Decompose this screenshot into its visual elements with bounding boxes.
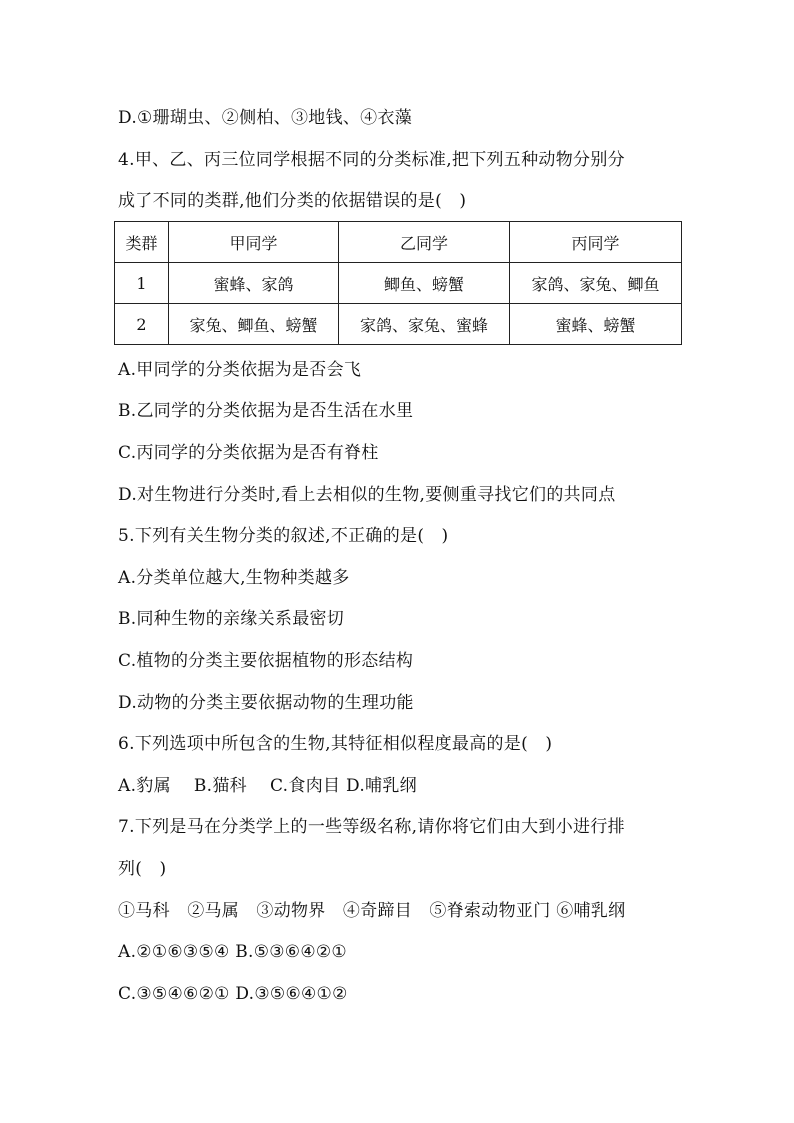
table-header-cell: 类群 — [115, 222, 169, 263]
table-cell: 2 — [115, 304, 169, 345]
question-4-option-d: D.对生物进行分类时,看上去相似的生物,要侧重寻找它们的共同点 — [118, 485, 616, 505]
question-5-stem: 5.下列有关生物分类的叙述,不正确的是( ) — [118, 526, 449, 546]
question-4-option-c: C.丙同学的分类依据为是否有脊柱 — [118, 443, 379, 463]
table-row — [115, 304, 682, 345]
question-7-stem-line-2: 列( ) — [118, 859, 167, 879]
question-7-stem-line-1: 7.下列是马在分类学上的一些等级名称,请你将它们由大到小进行排 — [118, 817, 625, 837]
question-7-items: ①马科 ②马属 ③动物界 ④奇蹄目 ⑤脊索动物亚门 ⑥哺乳纲 — [118, 901, 626, 921]
question-4-option-a: A.甲同学的分类依据为是否会飞 — [118, 360, 362, 380]
table-row — [115, 263, 682, 304]
table-header-cell: 丙同学 — [510, 222, 682, 263]
question-6-options: A.豹属 B.猫科 C.食肉目 D.哺乳纲 — [118, 776, 417, 796]
table-header-cell: 甲同学 — [169, 222, 339, 263]
table-cell: 1 — [115, 263, 169, 304]
question-4-stem-line-1: 4.甲、乙、丙三位同学根据不同的分类标准,把下列五种动物分别分 — [118, 150, 625, 170]
question-7-options-cd: C.③⑤④⑥②① D.③⑤⑥④①② — [118, 984, 348, 1004]
question-3-option-d: D.①珊瑚虫、②侧柏、③地钱、④衣藻 — [118, 108, 413, 128]
classification-table — [114, 221, 682, 345]
question-6-stem: 6.下列选项中所包含的生物,其特征相似程度最高的是( ) — [118, 734, 553, 754]
table-cell: 鲫鱼、螃蟹 — [339, 263, 510, 304]
question-5-option-b: B.同种生物的亲缘关系最密切 — [118, 609, 345, 629]
table-cell: 家鸽、家兔、蜜蜂 — [339, 304, 510, 345]
table-cell: 家鸽、家兔、鲫鱼 — [510, 263, 682, 304]
table-cell: 家兔、鲫鱼、螃蟹 — [169, 304, 339, 345]
question-5-option-d: D.动物的分类主要依据动物的生理功能 — [118, 693, 414, 713]
table-header-row — [115, 222, 682, 263]
question-4-stem-line-2: 成了不同的类群,他们分类的依据错误的是( ) — [118, 191, 467, 211]
question-7-options-ab: A.②①⑥③⑤④ B.⑤③⑥④②① — [118, 942, 347, 962]
question-5-option-a: A.分类单位越大,生物种类越多 — [118, 568, 350, 588]
question-5-option-c: C.植物的分类主要依据植物的形态结构 — [118, 651, 414, 671]
table-cell: 蜜蜂、螃蟹 — [510, 304, 682, 345]
question-4-option-b: B.乙同学的分类依据为是否生活在水里 — [118, 401, 414, 421]
table-cell: 蜜蜂、家鸽 — [169, 263, 339, 304]
table-header-cell: 乙同学 — [339, 222, 510, 263]
